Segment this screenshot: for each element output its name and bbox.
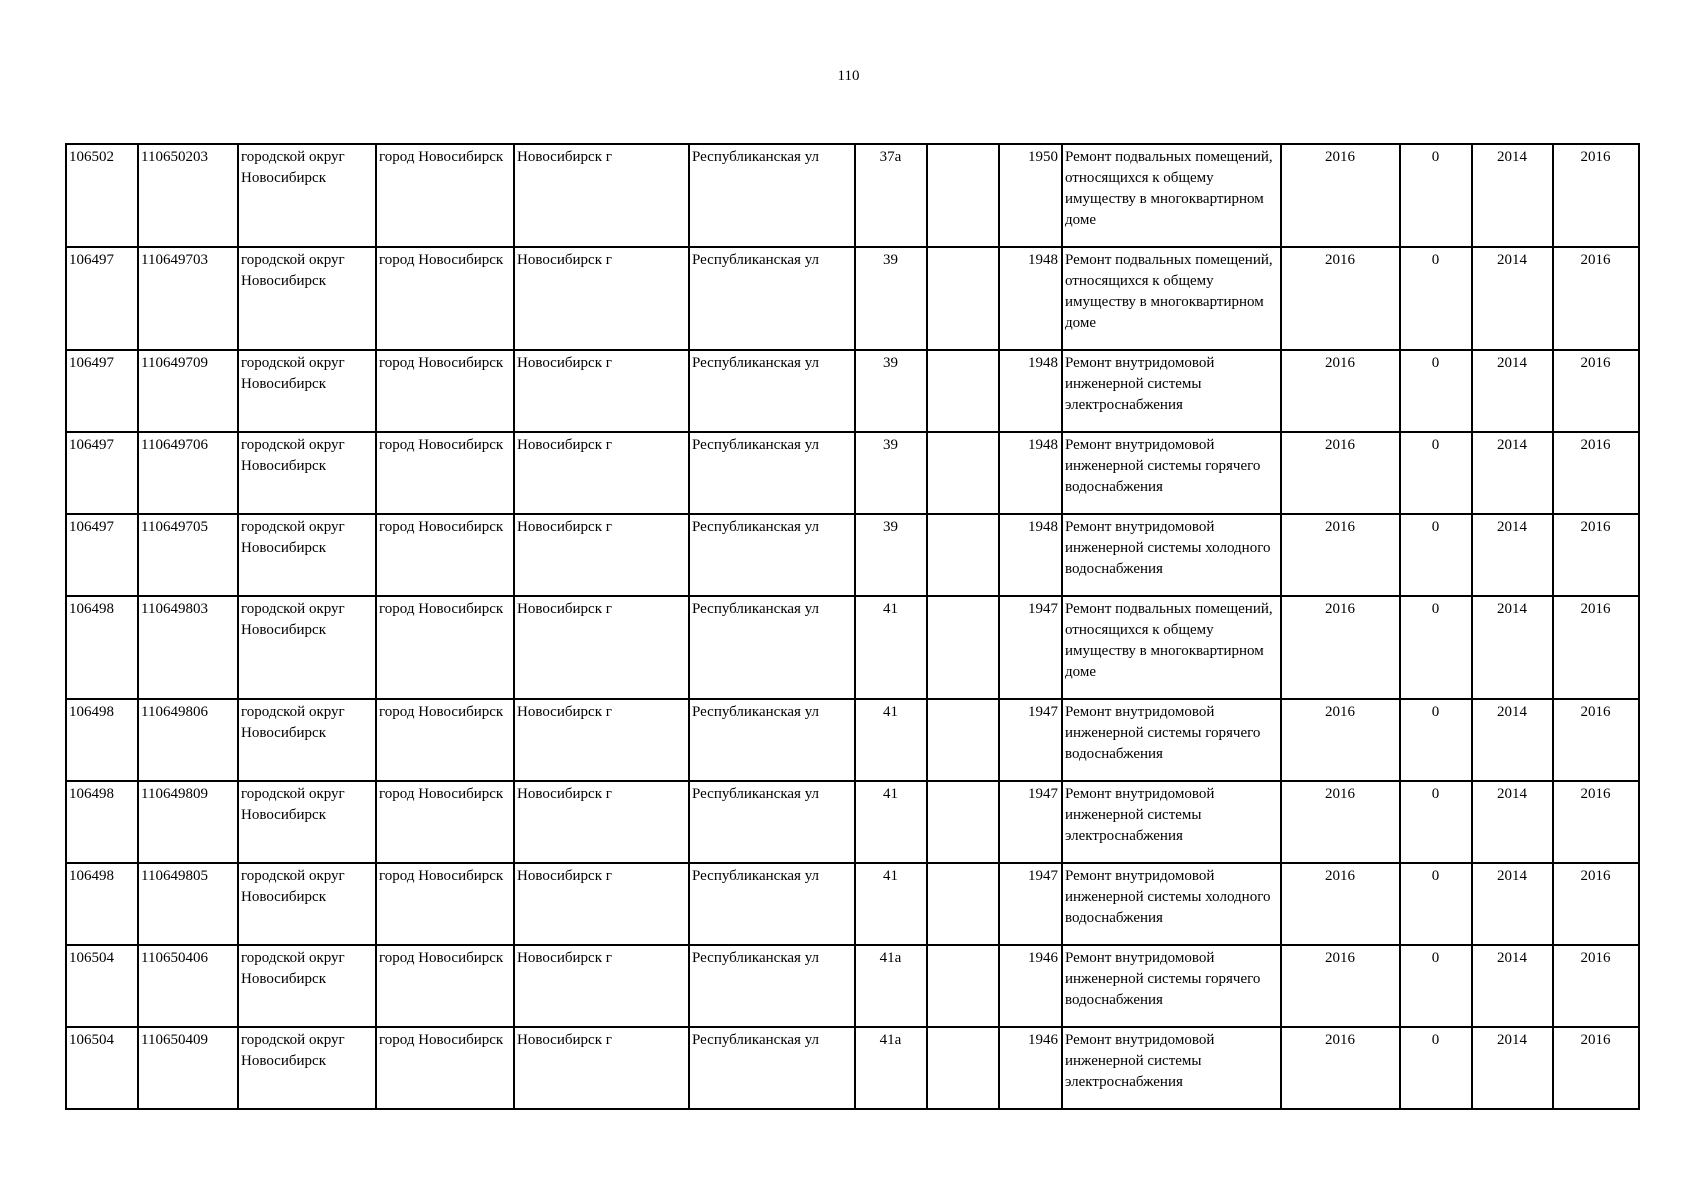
cell-plan-year: 2016 [1281,596,1400,699]
table-row [66,945,1639,1027]
cell-building [927,781,999,863]
cell-col-a: 2014 [1472,144,1553,247]
cell-col-b: 2016 [1553,863,1639,945]
cell-plan-year: 2016 [1281,1027,1400,1109]
cell-year: 1948 [999,432,1062,514]
cell-flag: 0 [1400,144,1472,247]
cell-plan-year: 2016 [1281,945,1400,1027]
cell-work: Ремонт внутридомовой инженерной системы электроснабжения [1062,1027,1281,1109]
cell-code: 110649705 [138,514,238,596]
cell-id: 106498 [66,781,138,863]
cell-city: Новосибирск г [514,699,689,781]
cell-id: 106497 [66,514,138,596]
cell-col-b: 2016 [1553,699,1639,781]
cell-year: 1947 [999,863,1062,945]
cell-settlement: город Новосибирск [376,596,514,699]
cell-col-a: 2014 [1472,432,1553,514]
cell-code: 110649803 [138,596,238,699]
cell-work: Ремонт внутридомовой инженерной системы горячего водоснабжения [1062,945,1281,1027]
cell-district: городской округ Новосибирск [238,863,376,945]
cell-col-b: 2016 [1553,247,1639,350]
cell-district: городской округ Новосибирск [238,432,376,514]
cell-house: 41 [855,781,927,863]
cell-street: Республиканская ул [689,247,855,350]
cell-work: Ремонт внутридомовой инженерной системы электроснабжения [1062,781,1281,863]
cell-work: Ремонт подвальных помещений, относящихся к общему имуществу в многоквартирном доме [1062,144,1281,247]
cell-col-a: 2014 [1472,945,1553,1027]
cell-work: Ремонт подвальных помещений, относящихся к общему имуществу в многоквартирном доме [1062,596,1281,699]
cell-building [927,514,999,596]
cell-flag: 0 [1400,945,1472,1027]
table-row [66,863,1639,945]
cell-city: Новосибирск г [514,781,689,863]
cell-col-a: 2014 [1472,350,1553,432]
cell-street: Республиканская ул [689,781,855,863]
cell-col-a: 2014 [1472,699,1553,781]
cell-building [927,350,999,432]
cell-district: городской округ Новосибирск [238,350,376,432]
cell-col-b: 2016 [1553,1027,1639,1109]
cell-col-b: 2016 [1553,144,1639,247]
cell-work: Ремонт внутридомовой инженерной системы холодного водоснабжения [1062,863,1281,945]
cell-house: 41 [855,596,927,699]
cell-settlement: город Новосибирск [376,945,514,1027]
cell-city: Новосибирск г [514,432,689,514]
table-row [66,781,1639,863]
cell-work: Ремонт подвальных помещений, относящихся к общему имуществу в многоквартирном доме [1062,247,1281,350]
cell-street: Республиканская ул [689,1027,855,1109]
cell-street: Республиканская ул [689,945,855,1027]
cell-house: 39 [855,350,927,432]
cell-work: Ремонт внутридомовой инженерной системы электроснабжения [1062,350,1281,432]
cell-year: 1947 [999,596,1062,699]
cell-city: Новосибирск г [514,863,689,945]
cell-street: Республиканская ул [689,350,855,432]
cell-id: 106504 [66,1027,138,1109]
cell-id: 106498 [66,596,138,699]
cell-settlement: город Новосибирск [376,247,514,350]
cell-street: Республиканская ул [689,863,855,945]
cell-district: городской округ Новосибирск [238,781,376,863]
cell-col-a: 2014 [1472,596,1553,699]
cell-year: 1948 [999,350,1062,432]
cell-col-a: 2014 [1472,781,1553,863]
cell-flag: 0 [1400,247,1472,350]
cell-house: 41а [855,1027,927,1109]
cell-building [927,144,999,247]
cell-house: 41 [855,699,927,781]
cell-settlement: город Новосибирск [376,781,514,863]
cell-plan-year: 2016 [1281,432,1400,514]
cell-street: Республиканская ул [689,514,855,596]
cell-col-b: 2016 [1553,781,1639,863]
cell-col-b: 2016 [1553,596,1639,699]
cell-street: Республиканская ул [689,432,855,514]
cell-code: 110649706 [138,432,238,514]
cell-plan-year: 2016 [1281,699,1400,781]
cell-house: 39 [855,247,927,350]
cell-work: Ремонт внутридомовой инженерной системы горячего водоснабжения [1062,432,1281,514]
table-row [66,514,1639,596]
table-row [66,596,1639,699]
cell-city: Новосибирск г [514,596,689,699]
cell-building [927,863,999,945]
cell-col-a: 2014 [1472,514,1553,596]
cell-house: 37а [855,144,927,247]
table-row [66,247,1639,350]
cell-year: 1947 [999,699,1062,781]
cell-settlement: город Новосибирск [376,1027,514,1109]
cell-year: 1946 [999,1027,1062,1109]
cell-flag: 0 [1400,781,1472,863]
cell-street: Республиканская ул [689,596,855,699]
cell-col-a: 2014 [1472,247,1553,350]
cell-year: 1946 [999,945,1062,1027]
cell-col-b: 2016 [1553,350,1639,432]
cell-city: Новосибирск г [514,247,689,350]
cell-id: 106502 [66,144,138,247]
cell-district: городской округ Новосибирск [238,699,376,781]
cell-city: Новосибирск г [514,514,689,596]
cell-city: Новосибирск г [514,945,689,1027]
cell-code: 110650203 [138,144,238,247]
cell-year: 1947 [999,781,1062,863]
cell-district: городской округ Новосибирск [238,945,376,1027]
cell-house: 39 [855,432,927,514]
cell-id: 106498 [66,863,138,945]
cell-city: Новосибирск г [514,1027,689,1109]
cell-settlement: город Новосибирск [376,432,514,514]
cell-district: городской округ Новосибирск [238,514,376,596]
cell-plan-year: 2016 [1281,514,1400,596]
cell-work: Ремонт внутридомовой инженерной системы горячего водоснабжения [1062,699,1281,781]
cell-id: 106497 [66,247,138,350]
cell-flag: 0 [1400,350,1472,432]
cell-year: 1950 [999,144,1062,247]
cell-plan-year: 2016 [1281,350,1400,432]
cell-settlement: город Новосибирск [376,699,514,781]
cell-code: 110649703 [138,247,238,350]
cell-plan-year: 2016 [1281,863,1400,945]
cell-id: 106498 [66,699,138,781]
cell-city: Новосибирск г [514,350,689,432]
table-row [66,144,1639,247]
table-row [66,1027,1639,1109]
cell-settlement: город Новосибирск [376,863,514,945]
cell-code: 110649709 [138,350,238,432]
cell-district: городской округ Новосибирск [238,1027,376,1109]
cell-code: 110649805 [138,863,238,945]
cell-flag: 0 [1400,699,1472,781]
page-number: 110 [837,68,860,84]
cell-code: 110650406 [138,945,238,1027]
table-row [66,350,1639,432]
cell-code: 110650409 [138,1027,238,1109]
cell-building [927,699,999,781]
cell-house: 41а [855,945,927,1027]
cell-col-a: 2014 [1472,1027,1553,1109]
registry-table [65,143,1640,1110]
cell-flag: 0 [1400,432,1472,514]
table-row [66,699,1639,781]
cell-settlement: город Новосибирск [376,514,514,596]
cell-flag: 0 [1400,863,1472,945]
cell-plan-year: 2016 [1281,247,1400,350]
cell-id: 106504 [66,945,138,1027]
cell-house: 39 [855,514,927,596]
cell-district: городской округ Новосибирск [238,247,376,350]
cell-col-b: 2016 [1553,432,1639,514]
cell-building [927,596,999,699]
cell-code: 110649809 [138,781,238,863]
cell-id: 106497 [66,432,138,514]
cell-year: 1948 [999,247,1062,350]
cell-col-a: 2014 [1472,863,1553,945]
cell-col-b: 2016 [1553,945,1639,1027]
cell-plan-year: 2016 [1281,144,1400,247]
cell-building [927,945,999,1027]
cell-id: 106497 [66,350,138,432]
cell-flag: 0 [1400,1027,1472,1109]
cell-code: 110649806 [138,699,238,781]
cell-work: Ремонт внутридомовой инженерной системы холодного водоснабжения [1062,514,1281,596]
cell-street: Республиканская ул [689,144,855,247]
cell-building [927,247,999,350]
cell-col-b: 2016 [1553,514,1639,596]
cell-house: 41 [855,863,927,945]
cell-district: городской округ Новосибирск [238,596,376,699]
cell-flag: 0 [1400,596,1472,699]
cell-plan-year: 2016 [1281,781,1400,863]
cell-building [927,1027,999,1109]
cell-building [927,432,999,514]
cell-street: Республиканская ул [689,699,855,781]
cell-settlement: город Новосибирск [376,144,514,247]
table-row [66,432,1639,514]
cell-flag: 0 [1400,514,1472,596]
cell-year: 1948 [999,514,1062,596]
cell-district: городской округ Новосибирск [238,144,376,247]
cell-city: Новосибирск г [514,144,689,247]
cell-settlement: город Новосибирск [376,350,514,432]
